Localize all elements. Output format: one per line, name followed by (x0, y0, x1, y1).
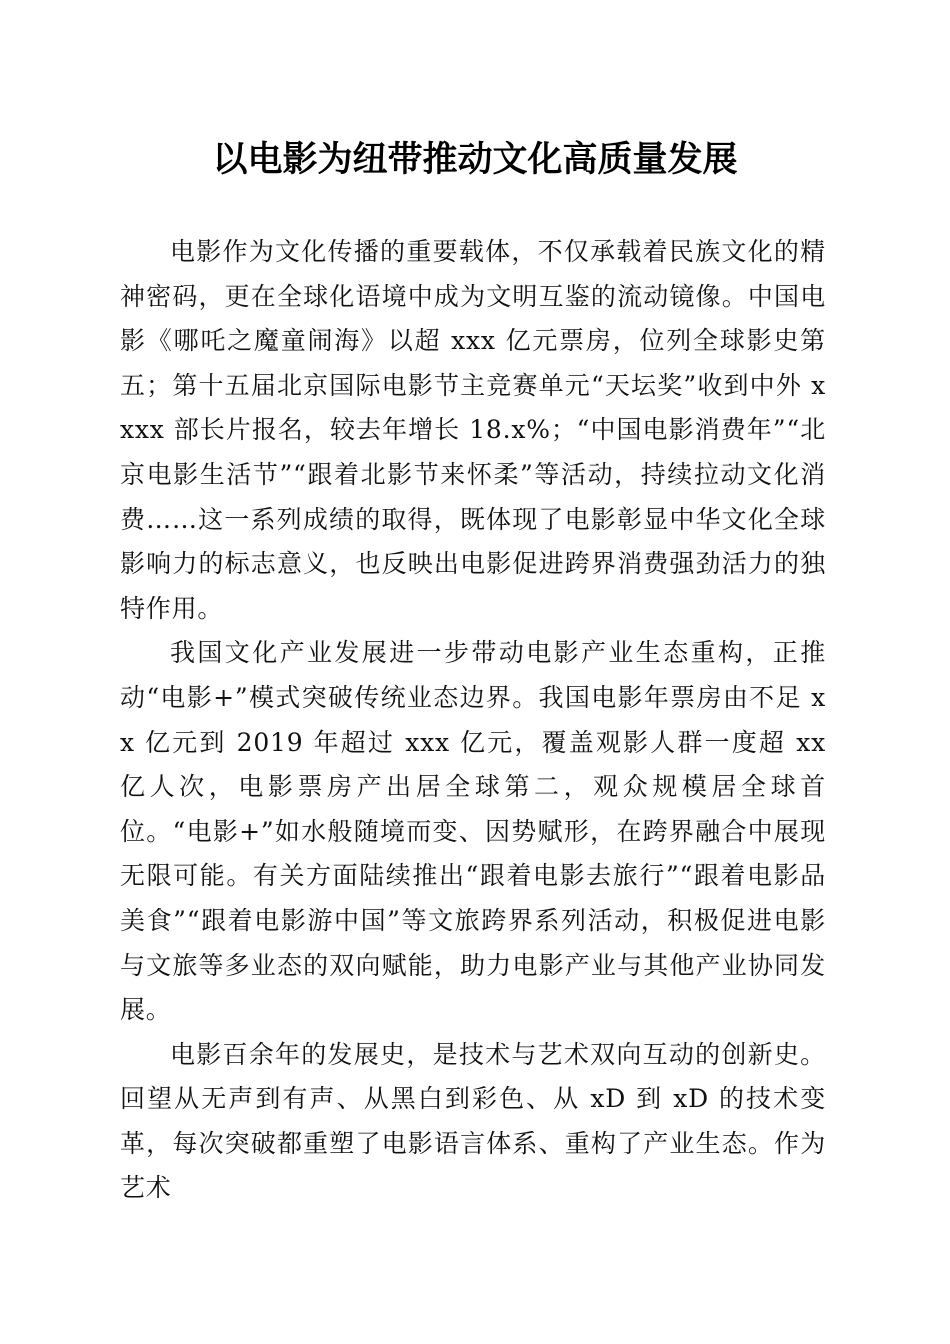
document-title: 以电影为纽带推动文化高质量发展 (212, 139, 738, 180)
paragraph-3: 电影百余年的发展史，是技术与艺术双向互动的创新史。回望从无声到有声、从黑白到彩色、从 xD 到 xD 的技术变革，每次突破都重塑了电影语言体系、重构了产业生态。作为艺术 (120, 1039, 826, 1203)
document-body (120, 230, 826, 1211)
paragraph-1: 电影作为文化传播的重要载体，不仅承载着民族文化的精神密码，更在全球化语境中成为文明互鉴的流动镜像。中国电影《哪吒之魔童闹海》以超 xxx 亿元票房，位列全球影史第五；第十五届北京国际电影节主竞赛单元“天坛奖”收到中外 xxxx 部长片报名，较去年增长 18.x%；“中国电影消费年”“北京电影生活节”“跟着北影节来怀柔”等活动，持续拉动文化消费……这一系列成绩的取得，既体现了电影彰显中华文化全球影响力的标志意义，也反映出电影促进跨界消费强劲活力的独特作用。 (120, 237, 827, 623)
paragraph-2: 我国文化产业发展进一步带动电影产业生态重构，正推动“电影+”模式突破传统业态边界。我国电影年票房由不足 xx 亿元到 2019 年超过 xxx 亿元，覆盖观影人群一度超 xx 亿人次，电影票房产出居全球第二，观众规模居全球首位。“电影+”如水般随境而变、因势赋形，在跨界融合中展现无限可能。有关方面陆续推出“跟着电影去旅行”“跟着电影品美食”“跟着电影游中国”等文旅跨界系列活动，积极促进电影与文旅等多业态的双向赋能，助力电影产业与其他产业协同发展。 (120, 638, 826, 1025)
